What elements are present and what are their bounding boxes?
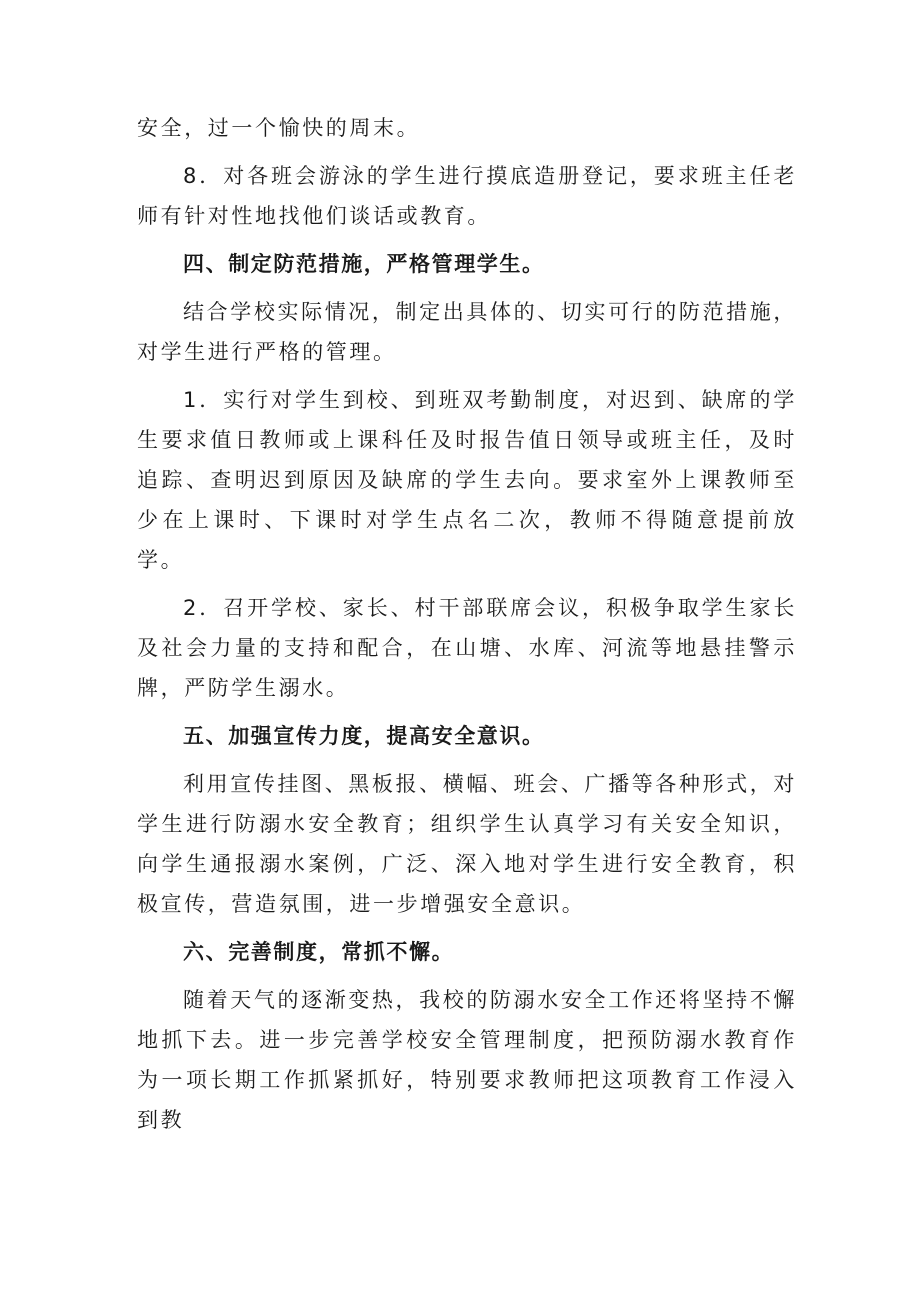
paragraph-item-8: 8．对各班会游泳的学生进行摸底造册登记，要求班主任老师有针对性地找他们谈话或教育。: [137, 164, 797, 228]
paragraph-section-4-intro: 结合学校实际情况，制定出具体的、切实可行的防范措施，对学生进行严格的管理。: [137, 300, 797, 364]
section-heading-5: 五、加强宣传力度，提高安全意识。: [183, 724, 545, 748]
paragraph-item-2: 2．召开学校、家长、村干部联席会议，积极争取学生家长及社会力量的支持和配合，在山塘、水库、河流等地悬挂警示牌，严防学生溺水。: [137, 596, 797, 700]
paragraph-section-5-body: 利用宣传挂图、黑板报、横幅、班会、广播等各种形式，对学生进行防溺水安全教育；组织学生认真学习有关安全知识，向学生通报溺水案例，广泛、深入地对学生进行安全教育，积极宣传，营造氛围，进一步增强安全意识。: [137, 772, 797, 916]
paragraph-continuation: 安全，过一个愉快的周末。: [137, 116, 421, 140]
section-heading-6: 六、完善制度，常抓不懈。: [183, 940, 455, 964]
document-body: [137, 108, 797, 1140]
paragraph-item-1: 1．实行对学生到校、到班双考勤制度，对迟到、缺席的学生要求值日教师或上课科任及时报告值日领导或班主任，及时追踪、查明迟到原因及缺席的学生去向。要求室外上课教师至少在上课时、下课时对学生点名二次，教师不得随意提前放学。: [137, 388, 797, 572]
paragraph-section-6-body: 随着天气的逐渐变热，我校的防溺水安全工作还将坚持不懈地抓下去。进一步完善学校安全管理制度，把预防溺水教育作为一项长期工作抓紧抓好，特别要求教师把这项教育工作浸入到教: [137, 988, 797, 1132]
section-heading-4: 四、制定防范措施，严格管理学生。: [183, 252, 545, 276]
